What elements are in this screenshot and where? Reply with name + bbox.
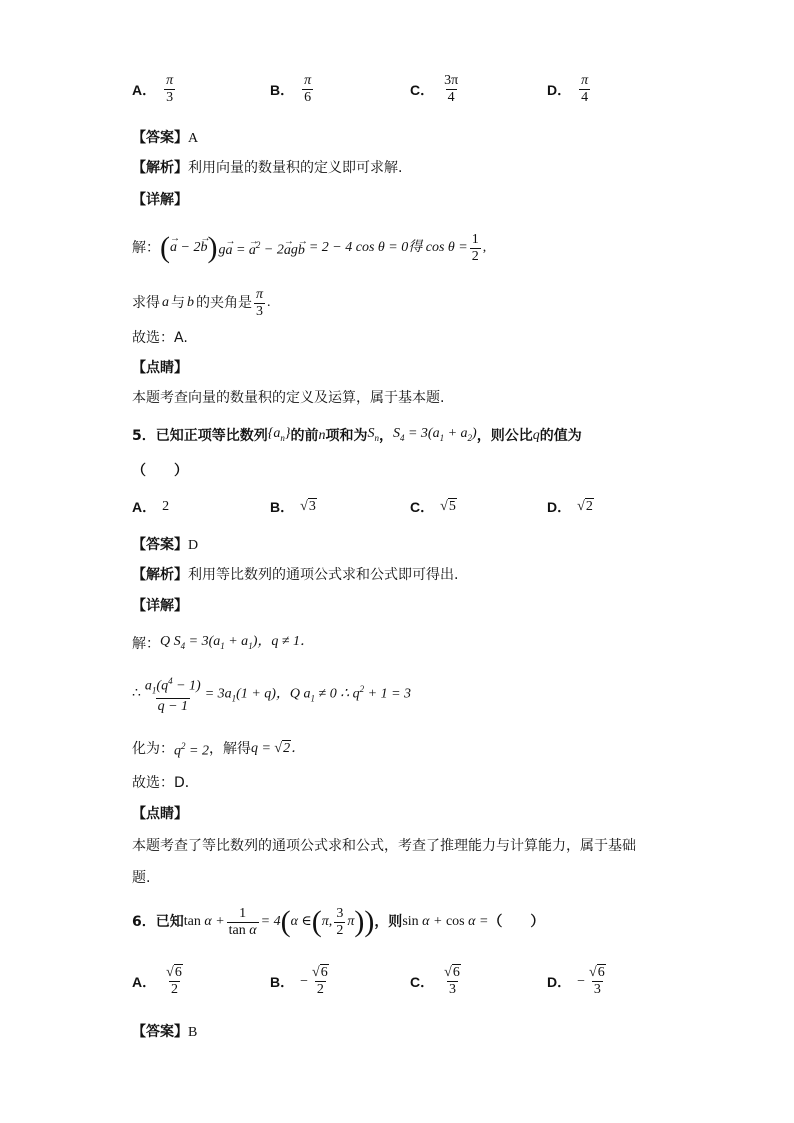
q4-comment: 本题考查向量的数量积的定义及运算，属于基本题. [132,390,445,406]
q5-comment-line2: 题. [132,870,151,886]
q4-option-c-fraction: $\frac{3\pi}{4}$ [444,73,459,105]
q5-choice: 故选：D． [132,775,199,791]
q5-number: 5． [132,427,156,444]
q4-answer-line [132,128,198,149]
q4-option-a-fraction: $\frac{\pi}{3}$ [166,73,174,105]
q4-result-fraction: $\frac{\pi}{3}$ [256,286,264,319]
q6-option-a: A． $\frac{√6}{2}$ [132,965,187,998]
q5-option-b: B． √3 [270,499,316,515]
comment-tag: 【点睛】 [132,806,188,822]
q4-solution-formula: 解： ( → a − 2→ b ) g→ a = → $a^2 - 2\to ag\to b$ = 2 − 4 cos θ = 0得 cos θ = $\frac{1}{2}$ , [132,228,486,268]
q6-stem-fraction: $\frac{1}{\text{tan α}}$ [228,905,257,938]
q5-option-c: C． √5 [410,499,456,515]
q5-detail-tag: 【详解】 [132,598,188,614]
q5-paren: （ ） [132,463,188,479]
q4-option-b: B． $\frac{\pi}{6}$ [270,73,312,105]
q5-sum-fraction: $\frac{a_1(q^4 - 1)}{q - 1}$ [144,675,201,715]
q4-option-c: C． $\frac{3\pi}{4}$ [410,73,459,105]
q4-option-d: D． $\frac{\pi}{4}$ [547,73,589,105]
q6-stem: 6． 已知 tan α + $\frac{1}{\text{tan α}}$ = 4 ( α ∈ ( π, $\frac{3}{2}$ π )) ，则 sin α + cos α = （ ） [132,905,545,938]
q5-analysis-text: 利用等比数列的通项公式求和公式即可得出. [188,567,459,583]
q6-interval-fraction: $\frac{3}{2}$ [336,905,344,938]
q4-detail-tag: 【详解】 [132,192,188,208]
q4-choice: 故选：A. [132,330,188,346]
q5-solution-line2: ∴ $\frac{a_1(q^4 - 1)}{q - 1}$ = $3a_1(1 + q)$，Q $a_1 \ne 0$ ∴ $q^2 + 1 = 3$ [132,674,411,714]
q5-stem: 5． 已知正项等比数列 $\{a_n\}$ 的前 n 项和为 $S_n$ ， $S_4 = 3(a_1 + a_2)$ ，则公比 q 的值为 [132,426,582,444]
q6-answer-line [132,1022,197,1043]
q5-answer-line [132,535,198,556]
q4-result-line: 求得 a 与 b 的夹角是 $\frac{\pi}{3}$ . [132,286,271,319]
q6-option-a-fraction: $\frac{√6}{2}$ [166,965,182,997]
q4-option-a: A． $\frac{\pi}{3}$ [132,73,174,105]
q5-answer-value: D [188,538,199,553]
analysis-tag: 【解析】 [132,160,188,176]
answer-tag: 【答案】 [132,537,188,553]
answer-tag: 【答案】 [132,1024,188,1040]
q4-half-fraction: $\frac{1}{2}$ [471,231,479,264]
q4-answer-value: A [188,131,199,146]
q5-comment-line1: 本题考查了等比数列的通项公式求和公式，考查了推理能力与计算能力，属于基础 [132,838,636,854]
q4-option-d-fraction: $\frac{\pi}{4}$ [581,73,589,105]
q6-option-b: B． − $\frac{√6}{2}$ [270,965,333,998]
q6-option-c: C． $\frac{√6}{3}$ [410,965,465,998]
q5-analysis-line [132,565,458,585]
q6-option-d-fraction: $\frac{√6}{3}$ [589,965,605,997]
q5-option-a: A． 2 [132,499,170,515]
q5-simplify-line: 化为： $q^2 = 2$ ，解得 q = √2． [132,740,306,759]
answer-tag: 【答案】 [132,130,188,146]
q6-option-c-fraction: $\frac{√6}{3}$ [444,965,460,997]
q5-solution-line1: 解： Q $S_4 = 3(a_1 + a_1)$，q ≠ 1． [132,634,315,652]
analysis-tag: 【解析】 [132,567,188,583]
q5-option-d: D． √2 [547,499,593,515]
q6-answer-value: B [188,1025,198,1040]
q6-option-d: D． − $\frac{√6}{3}$ [547,965,610,998]
q6-option-b-fraction: $\frac{√6}{2}$ [312,965,328,997]
q4-analysis-line [132,158,402,178]
q4-option-b-fraction: $\frac{\pi}{6}$ [304,73,312,105]
comment-tag: 【点睛】 [132,360,188,376]
q4-analysis-text: 利用向量的数量积的定义即可求解. [188,160,403,176]
q6-number: 6． [132,914,156,930]
